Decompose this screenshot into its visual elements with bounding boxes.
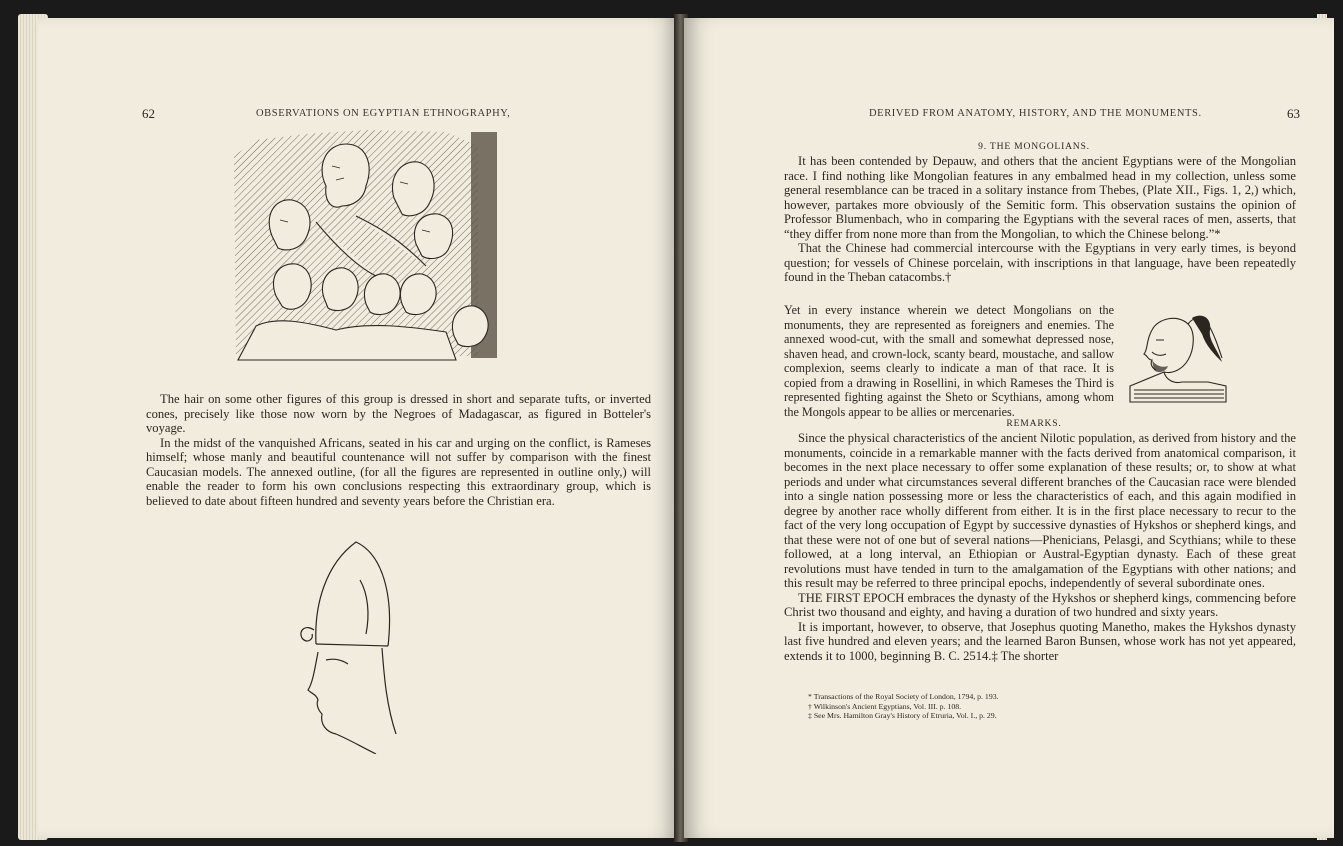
right-page-number: 63: [1287, 106, 1300, 121]
paragraph: In the midst of the vanquished Africans, seated in his car and urging on the conflict, is Rameses himself; whose manly and beautiful countenance will not suffer by comparison with the finest Caucasian models. The annexed outline, (for all the figures are represented in outline only,) will enable the reader to form his own conclusions respecting this extraordinary group, which is believed to date about fifteen hundred and seventy years before the Christian era.: [146, 435, 651, 508]
footnote: † Wilkinson's Ancient Egyptians, Vol. III. p. 108.: [808, 701, 962, 711]
book-spread: [8, 6, 1335, 840]
left-running-head: OBSERVATIONS ON EGYPTIAN ETHNOGRAPHY,: [256, 108, 511, 119]
footnote: * Transactions of the Royal Society of London, 1794, p. 193.: [808, 692, 999, 701]
paragraph: THE FIRST EPOCH embraces the dynasty of the Hykshos or shepherd kings, commencing before Christ two thousand and eighty, and having a duration of two hundred and sixty years.: [784, 590, 1296, 619]
footnotes: [808, 692, 999, 721]
section-heading: 9. THE MONGOLIANS.: [978, 141, 1090, 152]
remarks-heading: REMARKS.: [1006, 418, 1062, 429]
paragraph: Yet in every instance wherein we detect Mongolians on the monuments, they are represented as foreigners and enemies. The annexed wood-cut, with the small and somewhat depressed nose, shaven head, and crown-lock, scanty beard, moustache, and sallow complexion, seems clearly to indicate a man of that race. It is copied from a drawing in Rosellini, in which Rameses the Third is represented fighting against the Sheto or Scythians, among whom the Mongols appear to be allies or mercenaries.: [784, 303, 1114, 419]
mongolian-head-woodcut: [1122, 310, 1232, 406]
rameses-profile-illustration: [286, 534, 426, 754]
remarks-text: [784, 431, 1296, 663]
right-running-head: DERIVED FROM ANATOMY, HISTORY, AND THE MONUMENTS.: [869, 108, 1202, 119]
right-page: [684, 18, 1334, 838]
captives-group-illustration: [216, 126, 506, 366]
paragraph: Since the physical characteristics of the ancient Nilotic population, as derived from history and the monuments, coincide in a remarkable manner with the facts derived from anatomical comparison, it becomes in the next place necessary to offer some explanation of these results; or, to show at what periods and under what circumstances several different branches of the Caucasian race were blended into a single nation possessing more or less the characteristics of each, and this again modified in degree by another race wholly different from either. It is in the first place necessary to recur to the fact of the very long occupation of Egypt by successive dynasties of Hykshos or shepherd kings, and that these were not of one but of several nations—Phenicians, Pelasgi, and Scythians; while to these followed, at a long interval, an Ethiopian or Austral-Egyptian dynasty. Each of these great revolutions must have tended in turn to the amalgamation of the Egyptians with other nations; and this result may be referred to three principal epochs, independently of several subordinate ones.: [784, 431, 1296, 590]
left-page-number: 62: [142, 106, 155, 121]
left-body-text: [146, 392, 651, 508]
footnote: ‡ See Mrs. Hamilton Gray's History of Etruria, Vol. I., p. 29.: [808, 711, 997, 721]
paragraph: It is important, however, to observe, that Josephus quoting Manetho, makes the Hykshos dynasty last five hundred and eleven years; and the learned Baron Bunsen, whose work has not yet appeared, extends it to 1000, beginning B. C. 2514.‡ The shorter: [784, 619, 1296, 663]
mongolians-text: [784, 154, 1296, 285]
paragraph: That the Chinese had commercial intercourse with the Egyptians in very early times, is beyond question; for vessels of Chinese porcelain, with inscriptions in that language, have been repeatedly found in the Theban catacombs.†: [784, 241, 1296, 284]
paragraph: It has been contended by Depauw, and others that the ancient Egyptians were of the Mongolian race. I find nothing like Mongolian features in any embalmed head in my collection, unless some general resemblance can be traced in a solitary instance from Thebes, (Plate XII., Figs. 1, 2,) which, however, partakes more obviously of the Semitic form. This observation sustains the opinion of Professor Blumenbach, who in comparing the Egyptians with the several races of men, asserts, that “they differ from none more than from the Mongolian, to which the Chinese belong.”*: [784, 154, 1296, 241]
paragraph: The hair on some other figures of this group is dressed in short and separate tufts, or inverted cones, precisely like those now worn by the Negroes of Madagascar, as figured in Botteler's voyage.: [146, 392, 651, 435]
left-page: [38, 18, 678, 838]
woodcut-wrap-text: [784, 303, 1114, 419]
